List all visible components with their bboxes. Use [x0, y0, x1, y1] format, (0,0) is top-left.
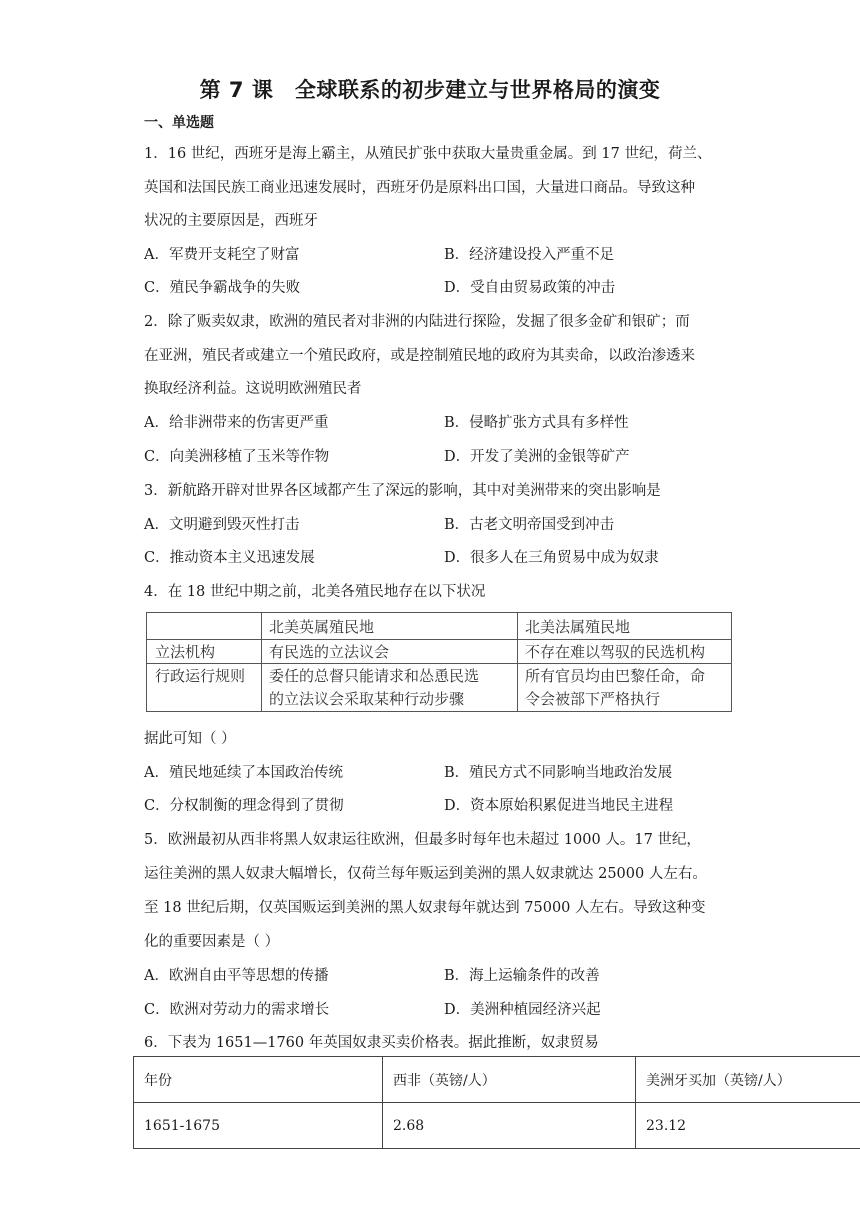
q5-stem-line: 5．欧洲最初从西非将黑人奴隶运往欧洲，但最多时每年也未超过 1000 人。17 世纪， — [144, 832, 701, 848]
table-cell: 所有官员均由巴黎任命，命 — [525, 667, 706, 685]
page-title: 第 7 课 全球联系的初步建立与世界格局的演变 — [199, 78, 661, 102]
q4-option-c: C．分权制衡的理念得到了贯彻 — [144, 798, 344, 814]
q6-stem-line: 6．下表为 1651—1760 年英国奴隶买卖价格表。据此推断，奴隶贸易 — [144, 1035, 599, 1051]
table-cell: 2.68 — [383, 1103, 636, 1149]
table-row-label-legislature: 立法机构 — [155, 643, 216, 661]
q2-stem-line: 在亚洲，殖民者或建立一个殖民政府，或是控制殖民地的政府为其卖命，以政治渗透来 — [144, 348, 695, 364]
q5-option-b: B．海上运输条件的改善 — [444, 968, 600, 984]
q3-option-a: A．文明避到毁灭性打击 — [144, 517, 300, 533]
q3-option-c: C．推动资本主义迅速发展 — [144, 550, 315, 566]
q5-stem-line: 运往美洲的黑人奴隶大幅增长，仅荷兰每年贩运到美洲的黑人奴隶就达 25000 人左右。 — [144, 866, 707, 882]
table-cell: 令会被部下严格执行 — [525, 690, 661, 708]
q5-option-d: D．美洲种植园经济兴起 — [444, 1002, 601, 1018]
table-header-french: 北美法属殖民地 — [525, 618, 631, 636]
q2-stem-line: 换取经济利益。这说明欧洲殖民者 — [144, 381, 362, 397]
q4-option-d: D．资本原始积累促进当地民主进程 — [444, 798, 674, 814]
q1-option-b: B．经济建设投入严重不足 — [444, 247, 615, 263]
q2-stem-line: 2．除了贩卖奴隶，欧洲的殖民者对非洲的内陆进行探险，发掘了很多金矿和银矿；而 — [144, 314, 690, 330]
q1-stem-line: 1．16 世纪，西班牙是海上霸主，从殖民扩张中获取大量贵重金属。到 17 世纪，荷兰、 — [144, 146, 712, 162]
table-header-cell: 年份 — [134, 1057, 383, 1103]
table-cell: 23.12 — [636, 1103, 860, 1149]
table-cell: 有民选的立法议会 — [269, 643, 390, 661]
table-cell: 1651-1675 — [134, 1103, 383, 1149]
table-cell: 不存在难以驾驭的民选机构 — [525, 643, 706, 661]
q2-option-b: B．侵略扩张方式具有多样性 — [444, 415, 629, 431]
table-header-cell: 西非（英镑/人） — [383, 1057, 636, 1103]
table-header-british: 北美英属殖民地 — [269, 618, 375, 636]
q4-option-a: A．殖民地延续了本国政治传统 — [144, 765, 343, 781]
q3-option-d: D．很多人在三角贸易中成为奴隶 — [444, 550, 659, 566]
q4-option-b: B．殖民方式不同影响当地政治发展 — [444, 765, 673, 781]
q1-stem-line: 英国和法国民族工商业迅速发展时，西班牙仍是原料出口国，大量进口商品。导致这种 — [144, 180, 695, 196]
table-cell: 委任的总督只能请求和怂恿民选 — [269, 667, 480, 685]
q3-option-b: B．古老文明帝国受到冲击 — [444, 517, 615, 533]
q2-option-d: D．开发了美洲的金银等矿产 — [444, 449, 630, 465]
q5-option-c: C．欧洲对劳动力的需求增长 — [144, 1002, 330, 1018]
q1-stem-line: 状况的主要原因是，西班牙 — [144, 213, 318, 229]
q1-option-c: C．殖民争霸战争的失败 — [144, 280, 301, 296]
q5-stem-line: 至 18 世纪后期，仅英国贩运到美洲的黑人奴隶每年就达到 75000 人左右。导致这种变 — [144, 900, 706, 916]
table-row — [134, 1103, 860, 1149]
q2-option-c: C．向美洲移植了玉米等作物 — [144, 449, 330, 465]
q2-option-a: A．给非洲带来的伤害更严重 — [144, 415, 329, 431]
colony-comparison-table — [146, 612, 732, 712]
q1-option-a: A．军费开支耗空了财富 — [144, 247, 300, 263]
q1-option-d: D．受自由贸易政策的冲击 — [444, 280, 616, 296]
section-heading: 一、单选题 — [144, 115, 214, 131]
q3-stem-line: 3．新航路开辟对世界各区域都产生了深远的影响，其中对美洲带来的突出影响是 — [144, 483, 661, 499]
q4-stem-line: 4．在 18 世纪中期之前，北美各殖民地存在以下状况 — [144, 584, 486, 600]
table-header-row — [134, 1057, 860, 1103]
slave-price-table — [133, 1056, 860, 1149]
q5-option-a: A．欧洲自由平等思想的传播 — [144, 968, 329, 984]
q5-stem-line: 化的重要因素是（ ） — [144, 934, 280, 950]
q4-question: 据此可知（ ） — [144, 731, 236, 747]
table-header-cell: 美洲牙买加（英镑/人） — [636, 1057, 860, 1103]
table-cell: 的立法议会采取某种行动步骤 — [269, 690, 465, 708]
table-row-label-administration: 行政运行规则 — [155, 667, 246, 685]
